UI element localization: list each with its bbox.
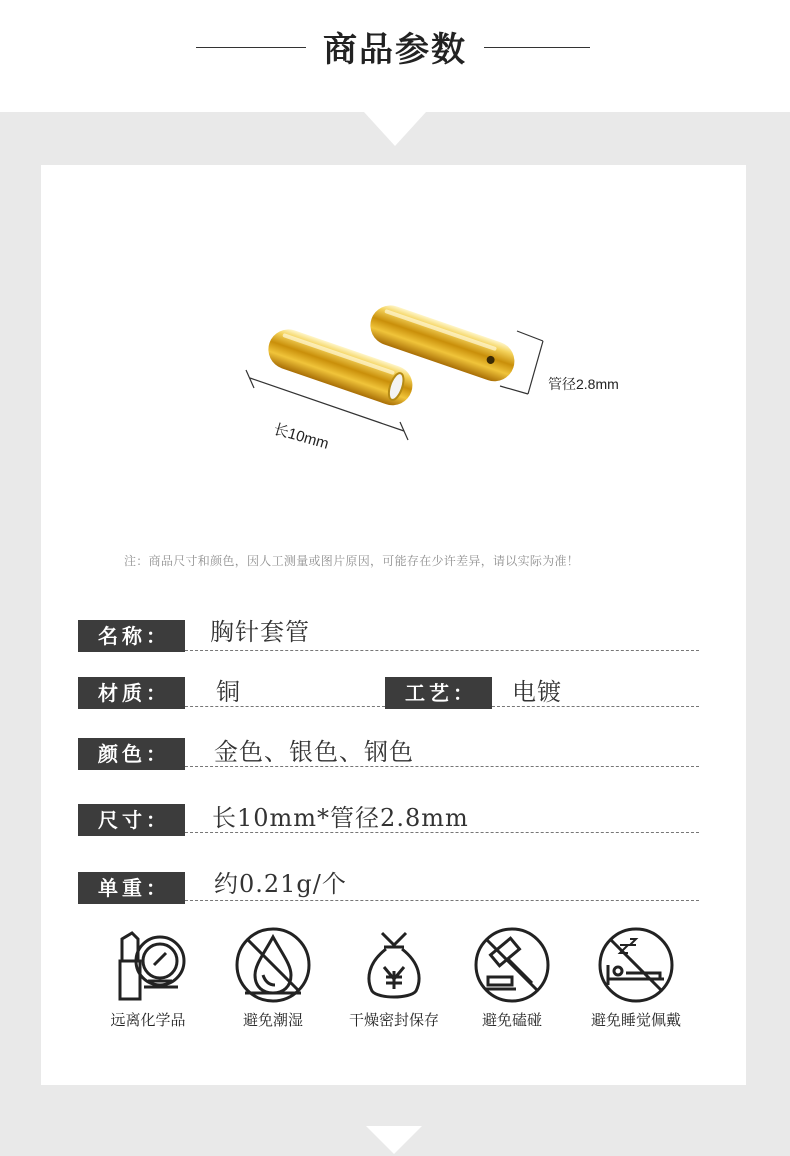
product-image [0, 0, 790, 520]
care-label: 避免睡觉佩戴 [590, 1012, 681, 1029]
cosmetics-icon [108, 925, 188, 1005]
spec-value-material: 铜 [216, 678, 241, 706]
care-label: 避免磕碰 [481, 1012, 542, 1029]
spec-label-name: 名称： [78, 620, 185, 652]
spec-label-color: 颜色： [78, 738, 185, 770]
care-item-storage [334, 925, 454, 1035]
spec-value-name: 胸针套管 [210, 618, 310, 646]
care-label: 远离化学品 [110, 1012, 186, 1029]
product-tubes-illustration [0, 0, 790, 520]
section-title: 商品参数 [323, 30, 467, 70]
spec-divider [492, 706, 699, 707]
spec-divider [185, 650, 699, 651]
spec-value-size: 长10mm*管径2.8mm [212, 804, 469, 832]
length-label: 长10mm [271, 420, 331, 453]
spec-label-size: 尺寸： [78, 804, 185, 836]
no-sleep-icon [596, 925, 676, 1005]
measurement-note: 注：商品尺寸和颜色，因人工测量或图片原因，可能存在少许差异，请以实际为准！ [124, 554, 580, 568]
spec-label-craft: 工艺： [385, 677, 492, 709]
care-item-moisture [213, 925, 333, 1035]
care-item-impact [452, 925, 572, 1035]
spec-divider [185, 832, 699, 833]
care-label: 干燥密封保存 [348, 1012, 439, 1029]
sealed-bag-icon [354, 925, 434, 1005]
care-label: 避免潮湿 [242, 1012, 303, 1029]
spec-value-color: 金色、银色、钢色 [214, 738, 414, 766]
diameter-label: 管径2.8mm [548, 376, 619, 392]
care-item-sleep [576, 925, 696, 1035]
no-hammer-icon [472, 925, 552, 1005]
care-item-chemicals [88, 925, 208, 1035]
spec-value-craft: 电镀 [512, 678, 562, 706]
frame-notch-bottom [366, 1126, 422, 1154]
spec-value-weight: 约0.21g/个 [214, 870, 347, 898]
no-water-icon [233, 925, 313, 1005]
spec-divider [185, 766, 699, 767]
spec-divider [185, 900, 699, 901]
spec-label-weight: 单重： [78, 872, 185, 904]
spec-divider [185, 706, 385, 707]
spec-label-material: 材质： [78, 677, 185, 709]
